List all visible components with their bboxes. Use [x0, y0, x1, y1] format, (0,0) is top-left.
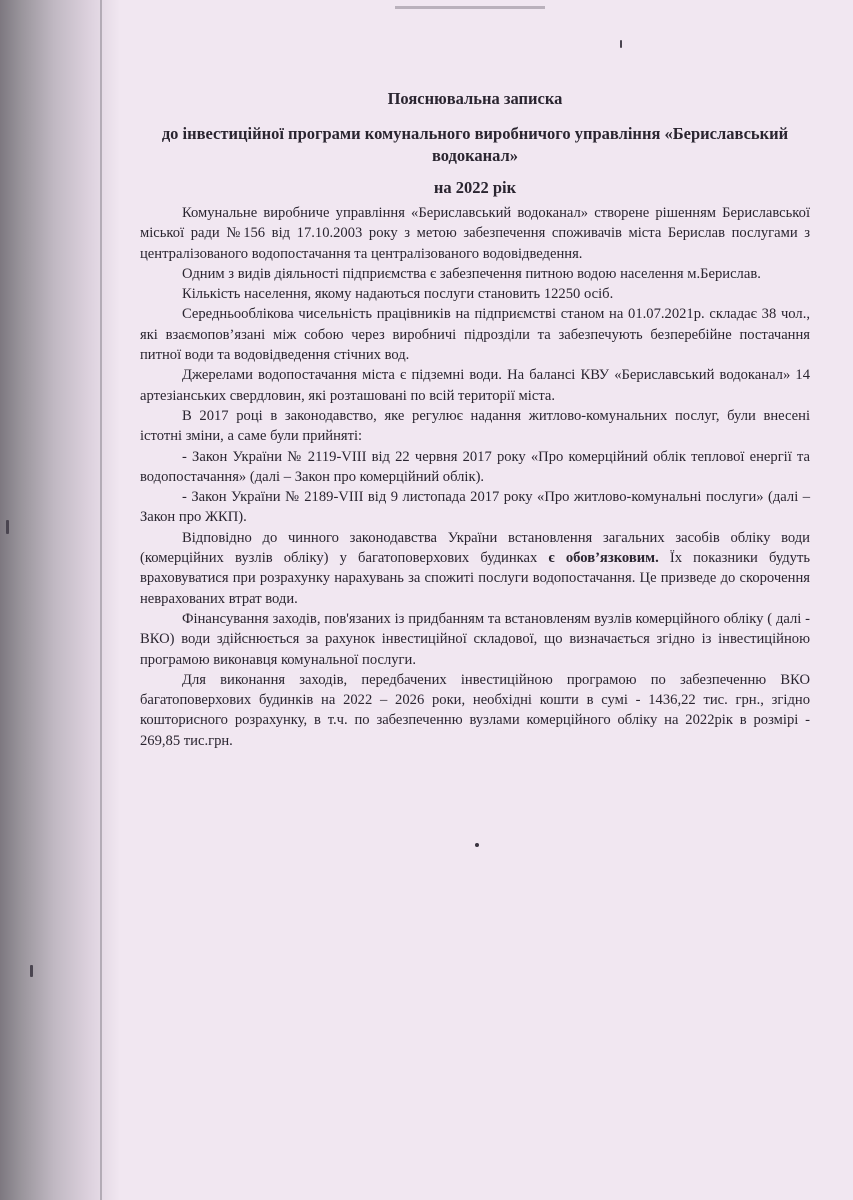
paragraph-legislation: В 2017 році в законодавство, яке регулює надання житлово-комунальних послуг, були внесені істотні зміни, а саме були прийняті: — [140, 407, 810, 445]
paragraph-activity: Одним з видів діяльності підприємства є забезпечення питною водою населення м.Берислав. — [182, 265, 761, 282]
scan-artifact — [30, 965, 33, 977]
document-title: Пояснювальна записка — [387, 89, 563, 108]
document-page — [140, 88, 810, 751]
paragraph-population: Кількість населення, якому надаються послуги становить 12250 осіб. — [182, 286, 614, 303]
scan-artifact — [620, 40, 622, 48]
paragraph-law-2189: - Закон України № 2189-VIII від 9 листопада 2017 року «Про житлово-комунальні послуги» (далі – Закон про ЖКП). — [140, 489, 810, 526]
page-fold-line — [100, 0, 102, 1200]
paragraph-staff: Середньооблікова чисельність працівників на підприємстві станом на 01.07.2021р. складає 38 чол., які взаємопов’язані між собою через виробничі підрозділи та забезпечують безперебійне постачання питної води та водовідведення стічних вод. — [140, 306, 810, 364]
scan-artifact — [395, 6, 545, 9]
paragraph-budget: Для виконання заходів, передбачених інвестиційною програмою по забезпеченню ВКО багатоповерхових будинків на 2022 – 2026 роки, необхідні кошти в сумі - 1436,22 тис. грн., згідно кошторисного розрахунку, в т.ч. по забезпеченню вузлами комерційного обліку на 2022рік в розмірі - 269,85 тис.грн. — [140, 671, 810, 749]
paragraph-law-2119: - Закон України № 2119-VIII від 22 червня 2017 року «Про комерційний облік теплової енергії та водопостачання» (далі – Закон про комерційний облік). — [140, 448, 810, 485]
document-year: на 2022 рік — [433, 178, 517, 197]
ink-dot — [475, 843, 479, 847]
paragraph-water-sources: Джерелами водопостачання міста є підземні води. На балансі КВУ «Бериславський водоканал» 14 артезіанських свердловин, які розташовані по всій території міста. — [140, 367, 810, 404]
page-binding-shadow — [0, 0, 120, 1200]
document-subtitle: до інвестиційної програми комунального виробничого управління «Бериславський водоканал» — [161, 124, 789, 165]
paragraph-metering: Відповідно до чинного законодавства України встановлення загальних засобів обліку води (комерційних вузлів обліку) у багатоповерхових будинках є обов’язковим. Їх показники будуть враховуватися при розрахунку нарахувань за спожиті послуги водопостачання. Це призведе до скорочення неврахованих втрат води. — [140, 529, 810, 607]
scan-artifact — [6, 520, 9, 534]
paragraph-intro: Комунальне виробниче управління «Бериславський водоканал» створене рішенням Бериславської міської ради №156 від 17.10.2003 року з метою забезпечення споживачів міста Берислав послугами з централізованого водопостачання та централізованого водовідведення. — [140, 205, 810, 262]
paragraph-financing: Фінансування заходів, пов'язаних із придбанням та встановленям вузлів комерційного обліку ( далі - ВКО) води здійснюється за рахунок інвестиційної складової, що визначається згідно із інвестиційною програмою виконавця комунальної послуги. — [140, 610, 810, 668]
